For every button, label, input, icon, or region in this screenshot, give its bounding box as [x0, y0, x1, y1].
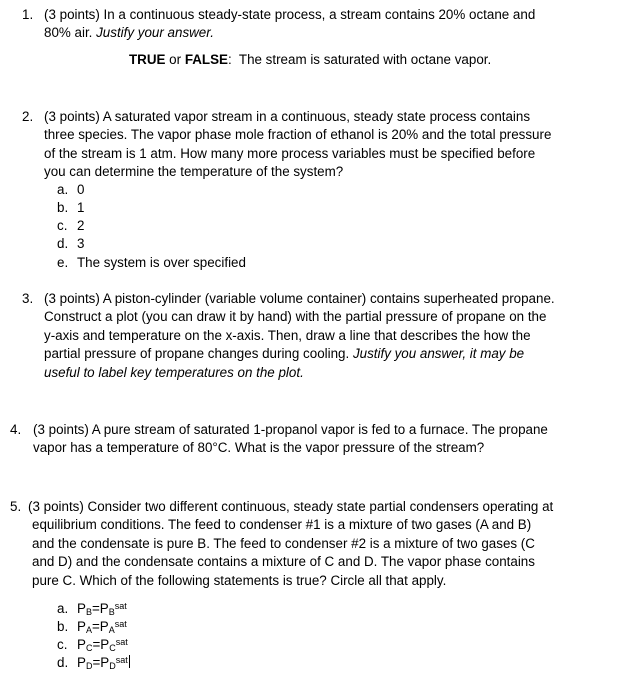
option-letter: b.	[57, 200, 69, 215]
text-line: (3 points) Consider two different continuous, steady state partial condensers operating at	[28, 499, 554, 514]
option-text: 0	[77, 182, 85, 197]
italic-instruction: Justify your answer.	[96, 25, 214, 41]
option-b	[57, 618, 127, 636]
question-text	[33, 421, 548, 458]
true-option: TRUE	[129, 52, 166, 67]
question-text	[28, 498, 553, 590]
text-line: three species. The vapor phase mole fraction of ethanol is 20% and the total pressure	[44, 127, 552, 143]
text-line: (3 points) A pure stream of saturated 1-propanol vapor is fed to a furnace. The propane	[33, 422, 548, 437]
question-number: 4.	[10, 422, 22, 437]
option-c	[57, 217, 84, 235]
text-span: partial pressure of propane changes during cooling.	[44, 346, 353, 362]
text-line: Construct a plot (you can draw it by hand) with the partial pressure of propane on the	[44, 309, 547, 325]
question-1	[22, 6, 602, 76]
text-line: (3 points) A piston-cylinder (variable volume container) contains superheated propane.	[44, 291, 555, 306]
option-c	[57, 636, 128, 654]
option-text: The system is over specified	[77, 255, 246, 270]
text-span: 80% air.	[44, 25, 97, 41]
question-4	[10, 421, 610, 461]
option-text: 1	[77, 200, 85, 215]
option-letter: e.	[57, 255, 69, 270]
question-text	[44, 108, 551, 182]
text-line: (3 points) In a continuous steady-state process, a stream contains 20% octane and	[44, 7, 536, 22]
true-false-statement	[129, 51, 491, 69]
question-5	[10, 498, 610, 693]
equation: $P_B=P_B^{sat}$	[77, 601, 127, 617]
text-cursor	[129, 655, 130, 668]
option-a	[57, 600, 127, 618]
text-line: and D) and the condensate contains a mixture of C and D. The vapor phase contains	[32, 554, 535, 570]
question-number: 2.	[22, 109, 34, 124]
text-line: and the condensate is pure B. The feed to condenser #2 is a mixture of two gases (C	[32, 535, 535, 551]
equation: $P_A=P_A^{sat}$	[77, 619, 127, 635]
equation: $P_D=P_D^{sat}$	[77, 655, 128, 671]
option-letter: d.	[57, 655, 69, 670]
text-line: vapor has a temperature of 80°C. What is the vapor pressure of the stream?	[33, 440, 485, 456]
question-3	[22, 290, 612, 385]
question-text	[44, 6, 535, 43]
italic-instruction: useful to label key temperatures on the plot.	[44, 364, 304, 380]
option-d	[57, 654, 130, 672]
question-text	[44, 290, 555, 382]
option-a	[57, 181, 84, 199]
option-text: 3	[77, 236, 85, 251]
option-letter: a.	[57, 182, 69, 197]
option-letter: c.	[57, 637, 68, 652]
text-line: you can determine the temperature of the system?	[44, 164, 344, 180]
text-line: pure C. Which of the following statements is true? Circle all that apply.	[32, 572, 447, 588]
question-number: 1.	[22, 7, 34, 22]
text-line: (3 points) A saturated vapor stream in a continuous, steady state process contains	[44, 109, 531, 124]
option-b	[57, 199, 84, 217]
text-line: of the stream is 1 atm. How many more process variables must be specified before	[44, 145, 536, 161]
statement-text: : The stream is saturated with octane vapor.	[227, 52, 492, 67]
or-text: or	[165, 52, 185, 67]
text-line: equilibrium conditions. The feed to condenser #1 is a mixture of two gases (A and B)	[32, 517, 532, 533]
italic-instruction: Justify you answer, it may be	[352, 346, 525, 362]
false-option: FALSE	[184, 52, 228, 67]
question-2	[22, 108, 612, 278]
text-line	[44, 345, 555, 363]
option-letter: c.	[57, 218, 68, 233]
option-letter: a.	[57, 601, 69, 616]
option-e	[57, 254, 246, 272]
equation: $P_C=P_C^{sat}$	[77, 637, 128, 653]
option-text: 2	[77, 218, 85, 233]
option-letter: b.	[57, 619, 69, 634]
question-number: 3.	[22, 291, 34, 306]
option-d	[57, 235, 84, 253]
text-line	[44, 24, 535, 42]
question-number: 5.	[10, 499, 22, 514]
text-line: y-axis and temperature on the x-axis. Then, draw a line that describes the how the	[44, 327, 531, 343]
option-letter: d.	[57, 236, 69, 251]
